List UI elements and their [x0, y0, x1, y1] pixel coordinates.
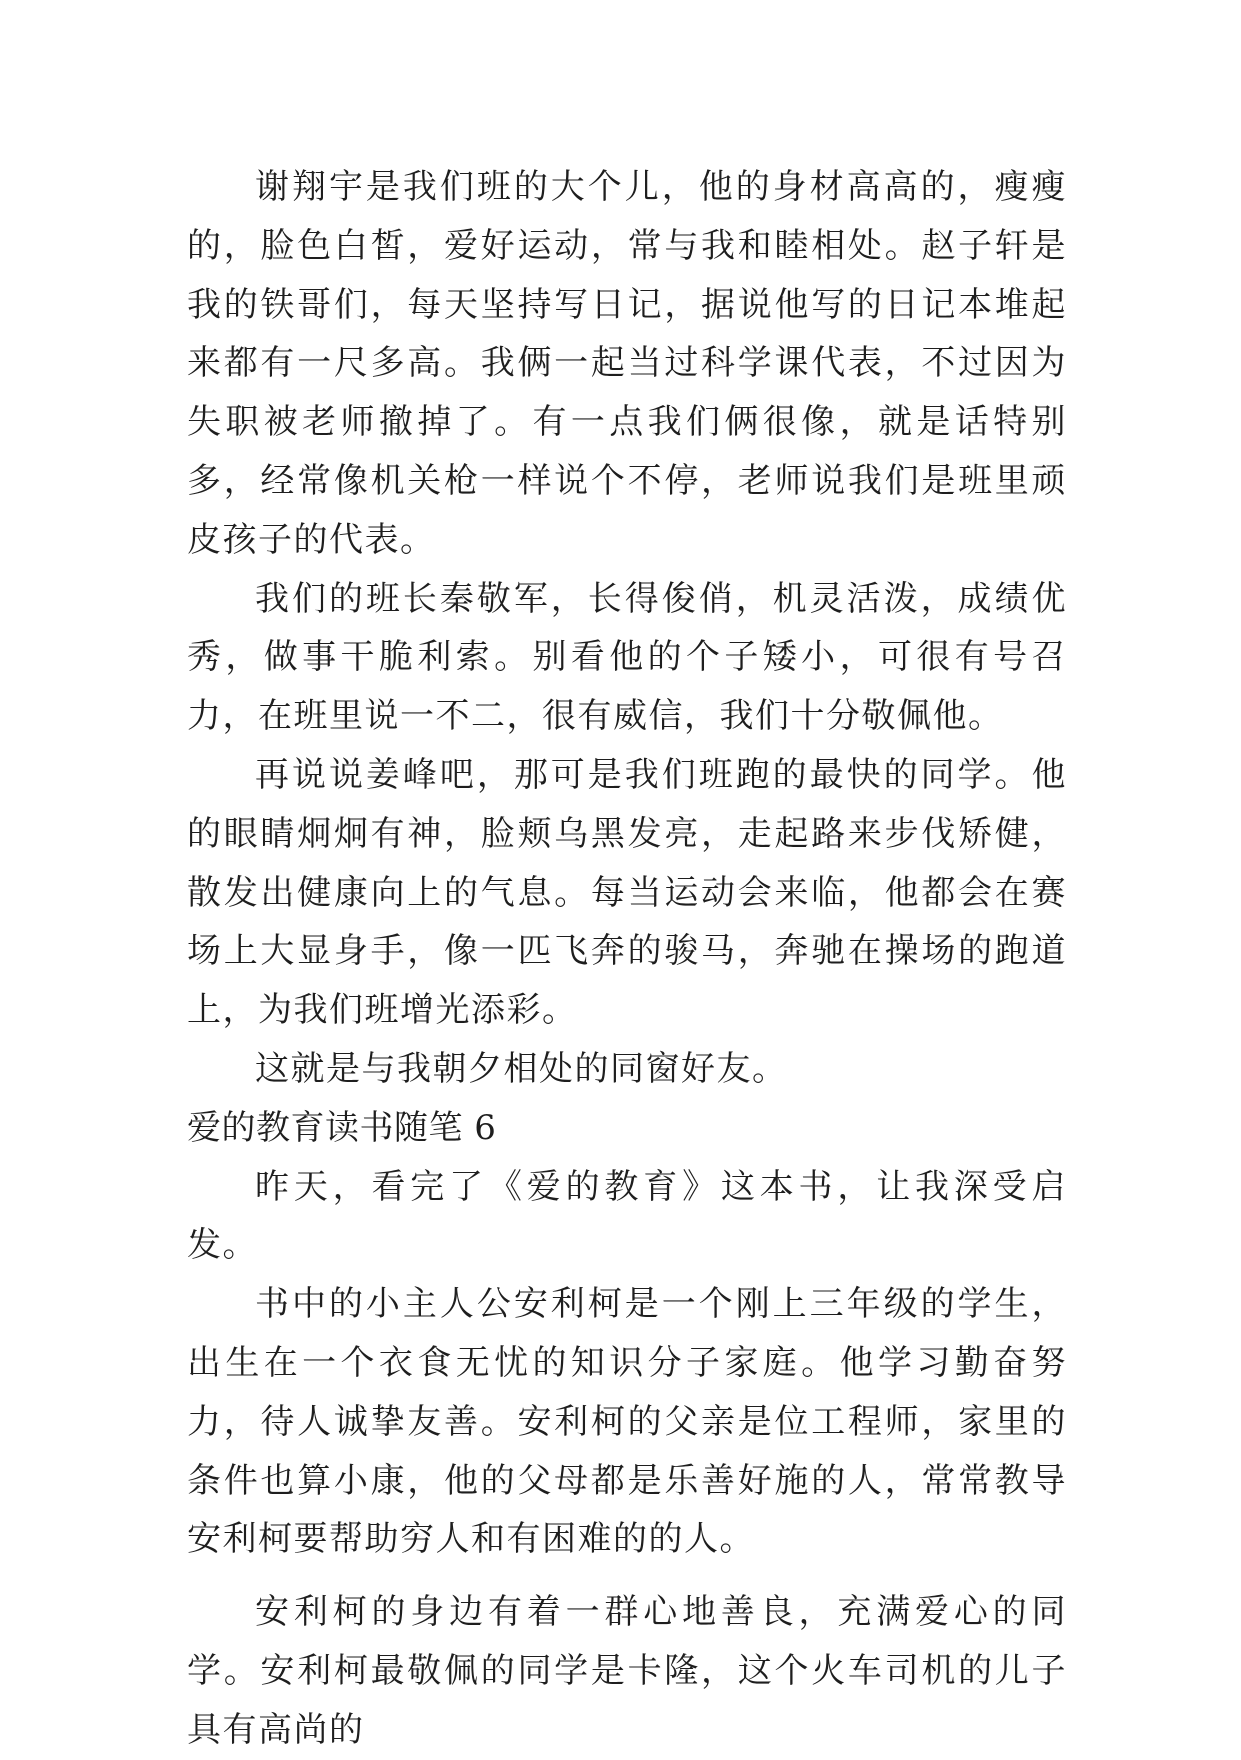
paragraph-reading-1: 昨天，看完了《爱的教育》这本书，让我深受启发。 — [187, 1166, 1067, 1266]
paragraph-reading-3: 安利柯的身边有着一群心地善良，充满爱心的同学。安利柯最敬佩的同学是卡隆，这个火车司机的儿子具有高尚的 — [187, 1592, 1067, 1750]
paragraph-classmates-4: 这就是与我朝夕相处的同窗好友。 — [255, 1048, 788, 1089]
document-page — [187, 158, 1067, 1760]
paragraph-classmates-2: 我们的班长秦敬军，长得俊俏，机灵活泼，成绩优秀，做事干脆利索。别看他的个子矮小，可很有号召力，在班里说一不二，很有威信，我们十分敬佩他。 — [187, 578, 1067, 737]
paragraph-reading-2: 书中的小主人公安利柯是一个刚上三年级的学生，出生在一个衣食无忧的知识分子家庭。他学习勤奋努力，待人诚挚友善。安利柯的父亲是位工程师，家里的条件也算小康，他的父母都是乐善好施的人，常常教导安利柯要帮助穷人和有困难的的人。 — [187, 1284, 1067, 1560]
section-title: 爱的教育读书随笔 6 — [187, 1107, 497, 1148]
paragraph-classmates-3: 再说说姜峰吧，那可是我们班跑的最快的同学。他的眼睛炯炯有神，脸颊乌黑发亮，走起路来步伐矫健，散发出健康向上的气息。每当运动会来临，他都会在赛场上大显身手，像一匹飞奔的骏马，奔驰在操场的跑道上，为我们班增光添彩。 — [187, 754, 1067, 1031]
paragraph-classmates-1: 谢翔宇是我们班的大个儿，他的身材高高的，瘦瘦的，脸色白皙，爱好运动，常与我和睦相处。赵子轩是我的铁哥们，每天坚持写日记，据说他写的日记本堆起来都有一尺多高。我俩一起当过科学课代表，不过因为失职被老师撤掉了。有一点我们俩很像，就是话特别多，经常像机关枪一样说个不停，老师说我们是班里顽皮孩子的代表。 — [187, 167, 1067, 560]
